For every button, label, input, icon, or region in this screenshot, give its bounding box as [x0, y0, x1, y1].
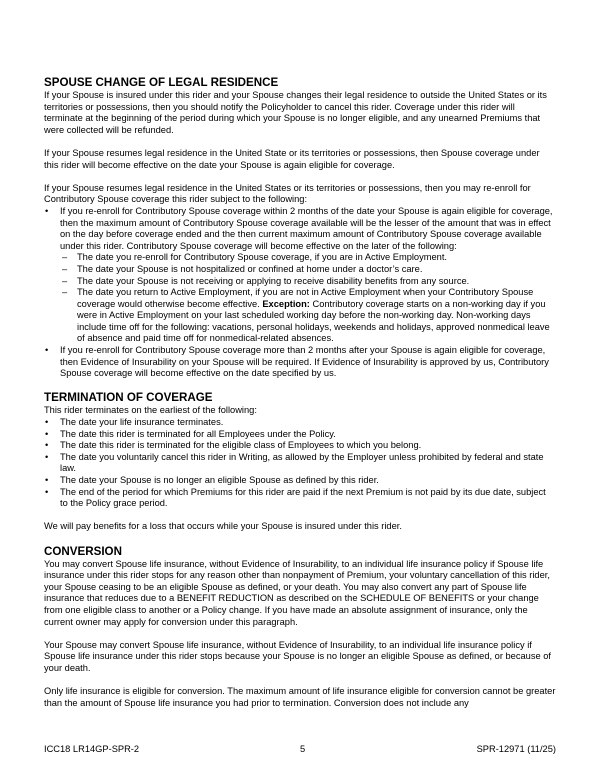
document-page — [44, 76, 556, 709]
paragraph: If your Spouse is insured under this rider and your Spouse changes their legal residence to outside the United States or its territories or possessions, then you should notify the Policyholder to cancel this rider. Coverage under this rider will terminate at the beginning of the period during which your Spouse is no longer eligible, and any unearned Premiums that were collected will be refunded. — [44, 90, 547, 135]
paragraph: Your Spouse may convert Spouse life insurance, without Evidence of Insurability, to an individual life insurance policy if Spouse life insurance under this rider stops because your Spouse is no longer an eligible Spouse as defined, or because of your death. — [44, 639, 552, 673]
paragraph: If your Spouse resumes legal residence in the United State or its territories or possessions, then Spouse coverage under this rider will become effective on the date your Spouse is again eligible for coverage. — [44, 147, 540, 170]
list-item: • If you re-enroll for Contributory Spouse coverage more than 2 months after your Spouse is again eligible for coverage, then Evidence of Insurability on your Spouse will be required. If Evidence of Insurability is approved by us, Contributory Spouse coverage will become effective on the date specified by us. — [44, 345, 556, 380]
form-id: ICC18 LR14GP-SPR-2 — [44, 744, 140, 754]
bullet-list — [44, 206, 556, 380]
list-item-text: If you re-enroll for Contributory Spouse coverage within 2 months of the date your Spouse is again eligible for coverage, then the maximum amount of Contributory Spouse coverage available will be the lesser of the amount that was in effect on the day before coverage ended and the then current maximum amount of Contributory Spouse coverage available under this rider. Contributory Spouse coverage will become effective on the later of the following: — [60, 205, 553, 251]
list-item: • The date your life insurance terminates. — [44, 417, 556, 429]
list-item: • The date your Spouse is no longer an eligible Spouse as defined by this rider. — [44, 475, 556, 487]
list-item: • The date this rider is terminated for the eligible class of Employees to which you belong. — [44, 440, 556, 452]
list-item — [60, 287, 556, 345]
document-code: SPR-12971 (11/25) — [476, 744, 556, 754]
section-heading-conversion: CONVERSION — [44, 544, 122, 558]
list-item-text: Contributory coverage starts on a non-working day if you were in Active Employment on your last scheduled working day before the non-working day. Non-working days include time off for the following: vacations, personal holidays, weekends and holidays, approved nonmedical leave of absence and paid time off for nonmedical-related absences. — [77, 298, 550, 344]
section-heading-spouse-change: SPOUSE CHANGE OF LEGAL RESIDENCE — [44, 76, 279, 89]
list-item — [44, 206, 556, 345]
bullet-list — [44, 417, 556, 510]
list-item: • The date this rider is terminated for all Employees under the Policy. — [44, 429, 556, 441]
page-number: 5 — [300, 744, 306, 754]
paragraph: If your Spouse resumes legal residence in the United States or its territories or possessions, then you may re-enroll for Contributory Spouse coverage this rider subject to the following: — [44, 182, 531, 205]
paragraph: We will pay benefits for a loss that occurs while your Spouse is insured under this rider. — [44, 521, 402, 532]
list-item: • The date you voluntarily cancel this rider in Writing, as allowed by the Employer unless prohibited by federal and state law. — [44, 452, 556, 475]
exception-label: Exception: — [262, 298, 310, 309]
list-item: – The date your Spouse is not hospitalized or confined at home under a doctor’s care. — [60, 264, 556, 276]
list-item-text: The date you return to Active Employment, if you are not in Active Employment when your Contributory Spouse coverage would otherwise become effective. — [77, 287, 534, 309]
paragraph: You may convert Spouse life insurance, without Evidence of Insurability, to an individual life insurance policy if Spouse life insurance under this rider stops for any reason other than nonpayment of Premium, your voluntary cancellation of this rider, your Spouse ceasing to be an eligible Spouse as defined, or your death. You may also convert any part of Spouse life insurance that reduces due to a BENEFIT REDUCTION as described on the SCHEDULE OF BENEFITS or your change from one eligible class to another or a Policy change. If you have made an absolute assignment of insurance, only the current owner may apply for conversion under this paragraph. — [44, 558, 550, 627]
list-item: – The date your Spouse is not receiving or applying to receive disability benefits from any source. — [60, 276, 556, 288]
section-heading-termination: TERMINATION OF COVERAGE — [44, 391, 213, 405]
list-item: • The end of the period for which Premiums for this rider are paid if the next Premium is not paid by its due date, subject to the Policy grace period. — [44, 487, 556, 510]
dash-list — [60, 252, 556, 345]
paragraph: This rider terminates on the earliest of the following: — [44, 405, 257, 416]
paragraph: Only life insurance is eligible for conversion. The maximum amount of life insurance eligible for conversion cannot be greater than the amount of Spouse life insurance you had prior to termination. Conversion does not include any — [44, 686, 556, 708]
list-item: – The date you re-enroll for Contributory Spouse coverage, if you are in Active Employment. — [60, 252, 556, 264]
